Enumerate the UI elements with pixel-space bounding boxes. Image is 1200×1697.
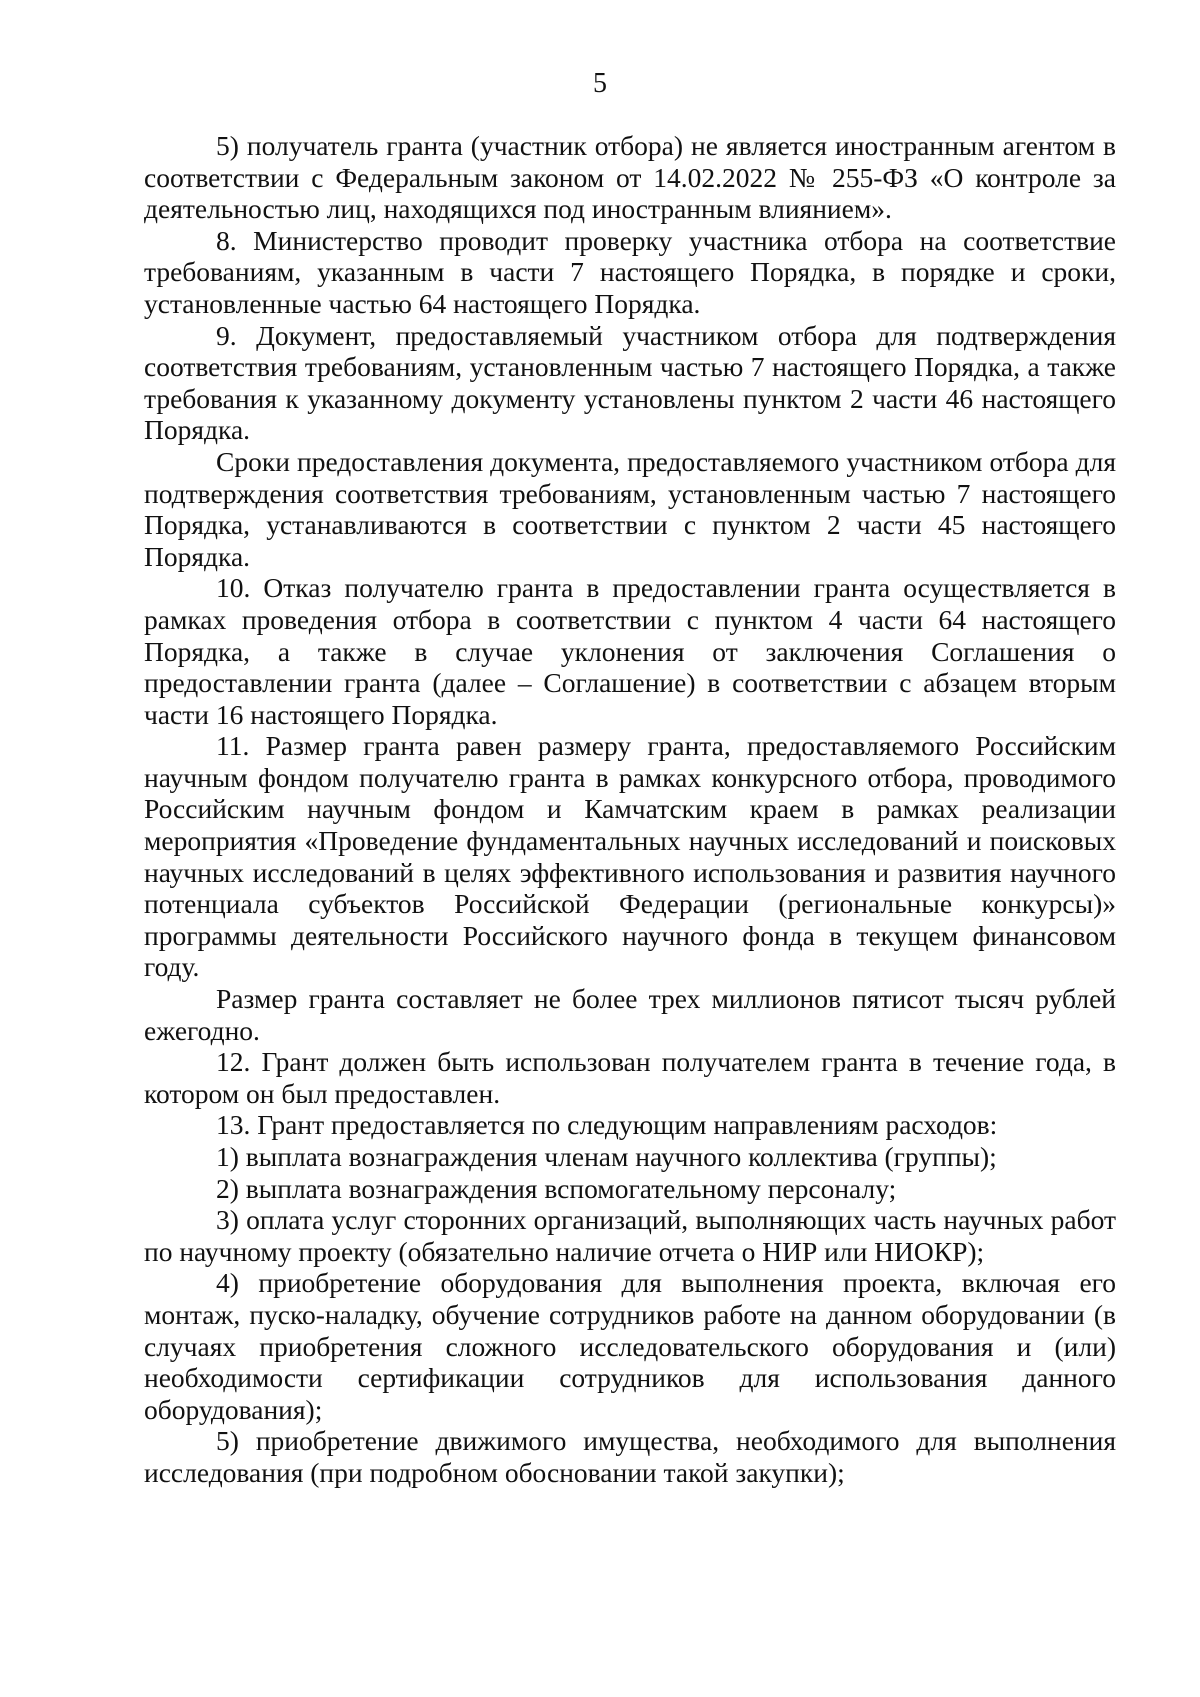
paragraph: 4) приобретение оборудования для выполнения проекта, включая его монтаж, пуско-наладку, обучение сотрудников работе на данном оборудовании (в случаях приобретения сложного исследовательского оборудования и (или) необходимости сертификации сотрудников для использования данного оборудования); — [144, 1267, 1116, 1425]
paragraph: 5) получатель гранта (участник отбора) не является иностранным агентом в соответствии с Федеральным законом от 14.02.2022 № 255-ФЗ «О контроле за деятельностью лиц, находящихся под иностранным влиянием». — [144, 130, 1116, 225]
document-body — [144, 130, 1116, 1489]
paragraph: 3) оплата услуг сторонних организаций, выполняющих часть научных работ по научному проекту (обязательно наличие отчета о НИР или НИОКР); — [144, 1204, 1116, 1267]
paragraph: 11. Размер гранта равен размеру гранта, предоставляемого Российским научным фондом получателю гранта в рамках конкурсного отбора, проводимого Российским научным фондом и Камчатским краем в рамках реализации мероприятия «Проведение фундаментальных научных исследований и поисковых научных исследований в целях эффективного использования и развития научного потенциала субъектов Российской Федерации (региональные конкурсы)» программы деятельности Российского научного фонда в текущем финансовом году. — [144, 730, 1116, 983]
paragraph: 8. Министерство проводит проверку участника отбора на соответствие требованиям, указанным в части 7 настоящего Порядка, в порядке и сроки, установленные частью 64 настоящего Порядка. — [144, 224, 1116, 319]
paragraph: 13. Грант предоставляется по следующим направлениям расходов: — [216, 1109, 998, 1141]
paragraph: 1) выплата вознаграждения членам научного коллектива (группы); — [216, 1141, 997, 1172]
paragraph: 12. Грант должен быть использован получателем гранта в течение года, в котором он был предоставлен. — [144, 1046, 1116, 1109]
paragraph: Размер гранта составляет не более трех миллионов пятисот тысяч рублей ежегодно. — [144, 983, 1116, 1046]
paragraph: Сроки предоставления документа, предоставляемого участником отбора для подтверждения соответствия требованиям, установленным частью 7 настоящего Порядка, устанавливаются в соответствии с пунктом 2 части 45 настоящего Порядка. — [144, 445, 1116, 572]
paragraph: 9. Документ, предоставляемый участником отбора для подтверждения соответствия требованиям, установленным частью 7 настоящего Порядка, а также требования к указанному документу установлены пунктом 2 части 46 настоящего Порядка. — [144, 319, 1116, 446]
paragraph: 2) выплата вознаграждения вспомогательному персоналу; — [216, 1172, 897, 1204]
paragraph: 10. Отказ получателю гранта в предоставлении гранта осуществляется в рамках проведения отбора в соответствии с пунктом 4 части 64 настоящего Порядка, а также в случае уклонения от заключения Соглашения о предоставлении гранта (далее – Соглашение) в соответствии с абзацем вторым части 16 настоящего Порядка. — [144, 572, 1116, 730]
page-number: 5 — [593, 68, 607, 99]
paragraph: 5) приобретение движимого имущества, необходимого для выполнения исследования (при подробном обосновании такой закупки); — [144, 1425, 1116, 1488]
